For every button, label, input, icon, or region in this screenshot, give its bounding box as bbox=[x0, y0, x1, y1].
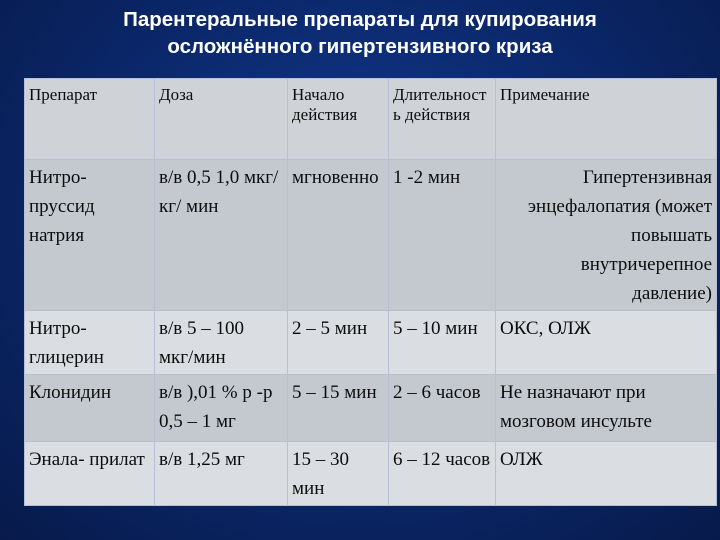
table-cell: ОЛЖ bbox=[496, 442, 717, 506]
header-cell: Длительность действия bbox=[389, 79, 496, 160]
table-cell: Не назначают при мозговом инсульте bbox=[496, 375, 717, 442]
table-cell: 5 – 10 мин bbox=[389, 311, 496, 375]
table-row bbox=[25, 442, 717, 506]
header-cell: Препарат bbox=[25, 79, 155, 160]
table-cell: 1 -2 мин bbox=[389, 160, 496, 311]
table-row bbox=[25, 160, 717, 311]
table-cell: 2 – 6 часов bbox=[389, 375, 496, 442]
table-cell: в/в ),01 % р -р 0,5 – 1 мг bbox=[155, 375, 288, 442]
table-cell: в/в 5 – 100 мкг/мин bbox=[155, 311, 288, 375]
slide-title bbox=[0, 6, 720, 60]
title-line-1: Парентеральные препараты для купирования bbox=[123, 8, 597, 31]
table-cell: Гипертензивная энцефалопатия (может повышать внутричерепное давление) bbox=[496, 160, 717, 311]
table-header-row bbox=[25, 79, 717, 160]
header-cell: Примечание bbox=[496, 79, 717, 160]
table-cell: Клонидин bbox=[25, 375, 155, 442]
table-cell: мгновенно bbox=[288, 160, 389, 311]
table-cell: ОКС, ОЛЖ bbox=[496, 311, 717, 375]
table-cell: 2 – 5 мин bbox=[288, 311, 389, 375]
table-cell: в/в 1,25 мг bbox=[155, 442, 288, 506]
header-cell: Доза bbox=[155, 79, 288, 160]
table-cell: 15 – 30 мин bbox=[288, 442, 389, 506]
title-line-2: осложнённого гипертензивного криза bbox=[167, 35, 553, 58]
table-cell: 6 – 12 часов bbox=[389, 442, 496, 506]
table-cell: Нитро- пруссид натрия bbox=[25, 160, 155, 311]
table-cell: Нитро- глицерин bbox=[25, 311, 155, 375]
table-cell: в/в 0,5 1,0 мкг/кг/ мин bbox=[155, 160, 288, 311]
header-cell: Начало действия bbox=[288, 79, 389, 160]
table-cell: 5 – 15 мин bbox=[288, 375, 389, 442]
table-cell: Энала- прилат bbox=[25, 442, 155, 506]
drugs-table bbox=[24, 78, 717, 506]
table-row bbox=[25, 311, 717, 375]
table-row bbox=[25, 375, 717, 442]
